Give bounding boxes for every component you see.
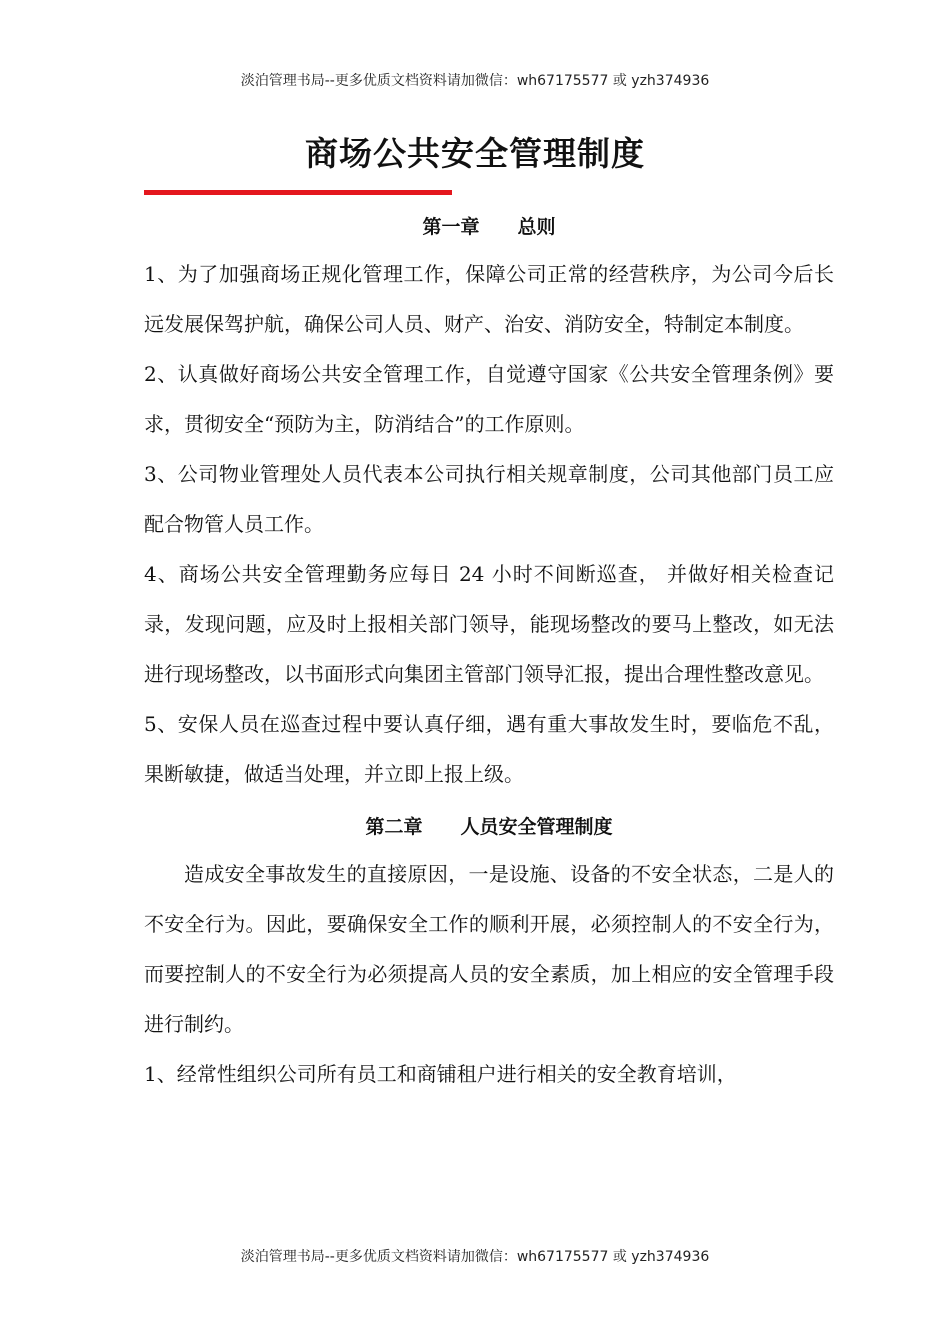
title-underline [144,190,452,195]
chapter-1-article-4: 4、商场公共安全管理勤务应每日 24 小时不间断巡查， 并做好相关检查记录，发现问题，应及时上报相关部门领导，能现场整改的要马上整改，如无法进行现场整改，以书面形式向集团主管部门领导汇报，提出合理性整改意见。 [144,562,834,686]
chapter-1-name: 总则 [517,216,556,238]
chapter-2-intro: 造成安全事故发生的直接原因，一是设施、设备的不安全状态，二是人的不安全行为。因此，要确保安全工作的顺利开展，必须控制人的不安全行为，而要控制人的不安全行为必须提高人员的安全素质，加上相应的安全管理手段进行制约。 [144,862,834,1036]
chapter-1-article-1: 1、为了加强商场正规化管理工作，保障公司正常的经营秩序，为公司今后长远发展保驾护航，确保公司人员、财产、治安、消防安全，特制定本制度。 [144,262,834,336]
chapter-1-article-2: 2、认真做好商场公共安全管理工作，自觉遵守国家《公共安全管理条例》要求，贯彻安全“预防为主，防消结合”的工作原则。 [144,362,834,436]
chapter-1-article-5: 5、安保人员在巡查过程中要认真仔细，遇有重大事故发生时，要临危不乱，果断敏捷，做适当处理，并立即上报上级。 [144,712,834,786]
chapter-1-heading [144,205,834,249]
chapter-2-article-1: 1、经常性组织公司所有员工和商铺租户进行相关的安全教育培训， [144,1062,737,1086]
document-title: 商场公共安全管理制度 [305,134,645,173]
chapter-1-number: 第一章 [422,216,480,238]
chapter-2-number: 第二章 [365,816,423,838]
document-body [144,205,834,1099]
chapter-1-article-3: 3、公司物业管理处人员代表本公司执行相关规章制度，公司其他部门员工应配合物管人员工作。 [144,462,834,536]
chapter-2-name: 人员安全管理制度 [460,816,613,838]
page-footer: 淡泊管理书局--更多优质文档资料请加微信：wh67175577 或 yzh374936 [240,1249,710,1265]
chapter-2-heading [144,805,834,849]
page-header: 淡泊管理书局--更多优质文档资料请加微信：wh67175577 或 yzh374936 [240,73,710,89]
